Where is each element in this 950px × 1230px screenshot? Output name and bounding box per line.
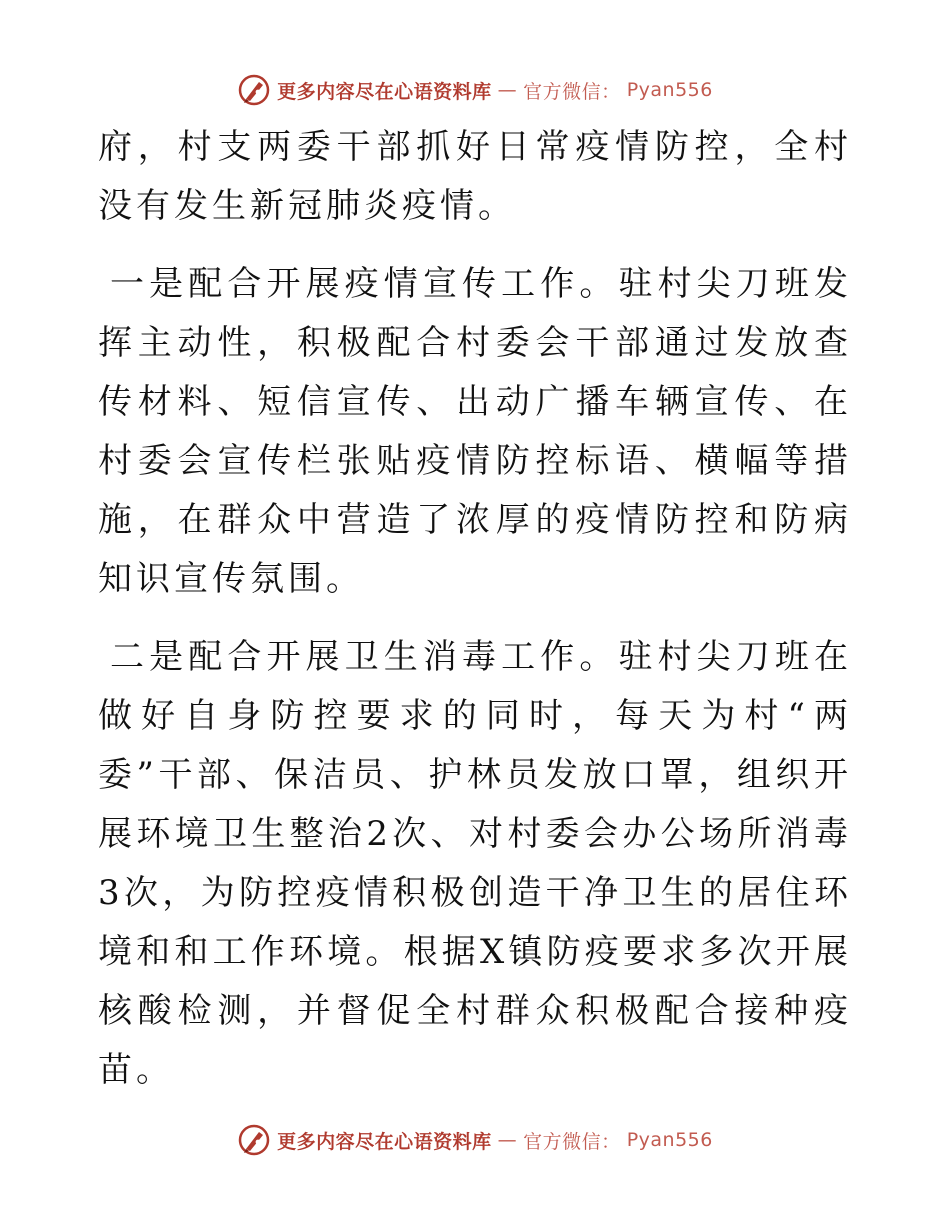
header-watermark-banner — [0, 70, 950, 110]
paragraph-2: 一是配合开展疫情宣传工作。驻村尖刀班发挥主动性，积极配合村委会干部通过发放查传材料、短信宣传、出动广播车辆宣传、在村委会宣传栏张贴疫情防控标语、横幅等措施，在群众中营造了浓厚的疫情防控和防病知识宣传氛围。 — [98, 264, 852, 599]
header-wechat-id: Pyan556 — [626, 79, 713, 101]
footer-watermark-banner — [0, 1120, 950, 1160]
footer-brand-text: 更多内容尽在心语资料库 — [277, 1130, 492, 1153]
header-official-label: 官方微信： — [523, 80, 621, 103]
paragraph-3: 二是配合开展卫生消毒工作。驻村尖刀班在做好自身防控要求的同时，每天为村“两委”干部、保洁员、护林员发放口罩，组织开展环境卫生整治2次、对村委会办公场所消毒3次，为防控疫情积极创造干净卫生的居住环境和和工作环境。根据X镇防疫要求多次开展核酸检测，并督促全村群众积极配合接种疫苗。 — [98, 637, 852, 1090]
quill-pen-icon — [237, 1123, 271, 1157]
quill-pen-icon — [237, 73, 271, 107]
footer-separator: — — [497, 1129, 518, 1151]
footer-official-label: 官方微信： — [523, 1130, 621, 1153]
document-body — [98, 118, 852, 1100]
header-separator: — — [497, 79, 518, 101]
footer-wechat-id: Pyan556 — [626, 1129, 713, 1151]
header-brand-text: 更多内容尽在心语资料库 — [277, 80, 492, 103]
paragraph-1: 府，村支两委干部抓好日常疫情防控，全村没有发生新冠肺炎疫情。 — [98, 127, 852, 226]
